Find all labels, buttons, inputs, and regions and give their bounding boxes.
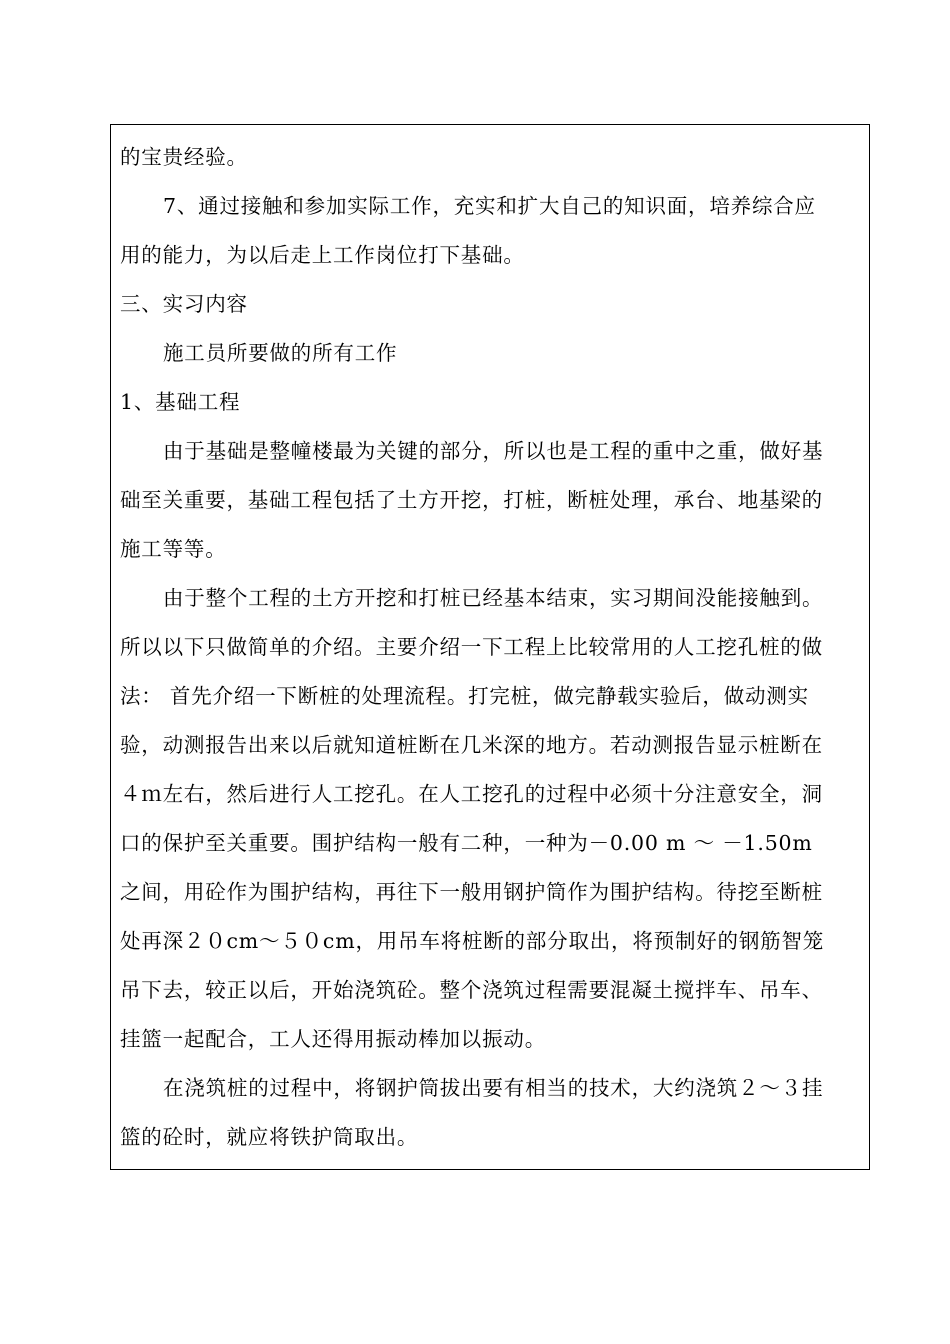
text-line: 口的保护至关重要。围护结构一般有二种，一种为－0.00 m ～ －1.50m [120,831,813,855]
text-line: 之间，用砼作为围护结构，再往下一般用钢护筒作为围护结构。待挖至断桩 [120,880,823,904]
text-line: 施工等等。 [120,537,227,561]
text-line: 7、通过接触和参加实际工作，充实和扩大自己的知识面，培养综合应 [163,194,816,218]
document-body [120,133,860,1162]
text-line: 的宝贵经验。 [120,145,248,169]
subsection-heading: 1、基础工程 [120,390,241,414]
text-line: 由于基础是整幢楼最为关键的部分，所以也是工程的重中之重，做好基 [163,439,824,463]
text-line: 法： 首先介绍一下断桩的处理流程。打完桩，做完静载实验后，做动测实 [120,684,809,708]
text-line: 由于整个工程的土方开挖和打桩已经基本结束，实习期间没能接触到。 [163,586,824,610]
text-line: 在浇筑桩的过程中，将钢护筒拔出要有相当的技术，大约浇筑２～３挂 [163,1076,824,1100]
text-line: 用的能力，为以后走上工作岗位打下基础。 [120,243,525,267]
text-line: 挂篮一起配合，工人还得用振动棒加以振动。 [120,1027,546,1051]
text-line: 吊下去，较正以后，开始浇筑砼。整个浇筑过程需要混凝土搅拌车、吊车、 [120,978,823,1002]
text-line: 篮的砼时，就应将铁护筒取出。 [120,1125,419,1149]
text-line: 所以以下只做简单的介绍。主要介绍一下工程上比较常用的人工挖孔桩的做 [120,635,823,659]
text-line: 处再深２０cm～５０cm，用吊车将桩断的部分取出，将预制好的钢筋智笼 [120,929,825,953]
text-line: 础至关重要，基础工程包括了土方开挖，打桩，断桩处理，承台、地基梁的 [120,488,823,512]
text-line: 验，动测报告出来以后就知道桩断在几米深的地方。若动测报告显示桩断在 [120,733,823,757]
text-line: 施工员所要做的所有工作 [163,341,398,365]
text-line: ４ｍ左右，然后进行人工挖孔。在人工挖孔的过程中必须十分注意安全，洞 [120,782,823,806]
document-frame [110,124,870,1170]
section-heading: 三、实习内容 [120,292,248,316]
